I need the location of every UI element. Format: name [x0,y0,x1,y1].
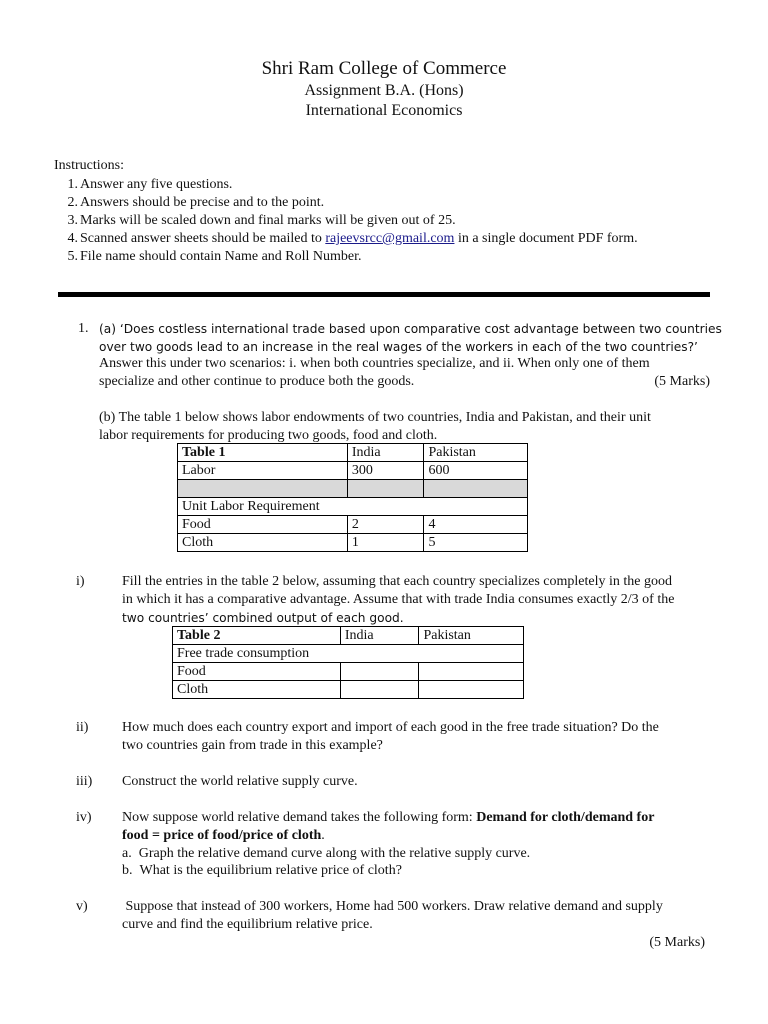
table-title: Table 2 [173,627,341,645]
table-row [178,444,528,462]
table-1 [177,443,528,552]
table-row [178,480,528,498]
table-cell [340,663,419,681]
instructions-list [60,176,700,266]
instruction-number: 2. [67,195,78,210]
subquestion-i-line3: two countries’ combined output of each good. [122,611,404,625]
table-cell [340,681,419,699]
question-1b-line2: labor requirements for producing two goods, food and cloth. [99,428,438,443]
subquestion-ii-line1: How much does each country export and import of each good in the free trade situation? Do the [122,720,659,735]
instruction-text: Marks will be scaled down and final marks will be given out of 25. [80,213,456,228]
question-1a-line3: Answer this under two scenarios: i. when both countries specialize, and ii. When only one of them [99,356,650,371]
table-row [173,627,524,645]
table-cell: 300 [347,462,424,480]
subquestion-i-line1: Fill the entries in the table 2 below, assuming that each country specializes completely in the good [122,574,672,589]
table-cell [347,480,424,498]
table-row [178,498,528,516]
table-row [178,462,528,480]
table-2 [172,626,524,699]
part-text: What is the equilibrium relative price of cloth? [139,863,402,878]
instruction-number: 3. [67,213,78,228]
subquestion-v-line1: Suppose that instead of 300 workers, Home had 500 workers. Draw relative demand and supply [122,899,663,914]
subquestion-iv-formula: Demand for cloth/demand for [476,810,655,825]
instruction-text-post: in a single document PDF form. [454,231,638,246]
table-cell [178,480,348,498]
table-row [178,534,528,552]
subquestion-iv-text: . [321,828,325,843]
marks-label: (5 Marks) [654,374,710,389]
question-number: 1. [78,321,89,336]
email-link[interactable]: rajeevsrcc@gmail.com [325,231,455,246]
subquestion-iv-part-a [122,845,530,863]
subquestion-number: v) [76,899,88,914]
table-cell: 2 [347,516,424,534]
instruction-number: 4. [67,231,78,246]
subquestion-number: iv) [76,810,92,825]
subquestion-iv-line2 [122,827,325,845]
instruction-number: 1. [67,177,78,192]
subquestion-iv-line1 [122,809,654,827]
instruction-text: Answers should be precise and to the point. [80,195,325,210]
instruction-number: 5. [67,249,78,264]
table-header-cell: Pakistan [424,444,528,462]
part-letter: a. [122,846,132,861]
instruction-text [80,230,638,248]
table-header-cell: India [340,627,419,645]
instruction-text: File name should contain Name and Roll Number. [80,249,362,264]
subquestion-iv-formula: food = price of food/price of cloth [122,828,322,843]
subquestion-iv-text: Now suppose world relative demand takes the following form: [122,810,477,825]
table-cell: Food [178,516,348,534]
subquestion-v-line2: curve and find the equilibrium relative price. [122,917,373,932]
subquestion-iii-line1: Construct the world relative supply curve. [122,774,358,789]
question-1b-line1: (b) The table 1 below shows labor endowments of two countries, India and Pakistan, and their unit [99,410,651,425]
table-cell [419,663,524,681]
table-cell: Food [173,663,341,681]
subquestion-number: iii) [76,774,93,789]
table-row [173,663,524,681]
table-row [178,516,528,534]
table-header-cell: India [347,444,424,462]
instructions-heading: Instructions: [54,158,124,173]
subquestion-number: ii) [76,720,89,735]
table-cell [424,480,528,498]
table-cell: Labor [178,462,348,480]
part-letter: b. [122,863,133,878]
table-cell [419,681,524,699]
table-cell: Cloth [173,681,341,699]
table-cell: Free trade consumption [173,645,524,663]
table-cell: 1 [347,534,424,552]
marks-label: (5 Marks) [649,935,705,950]
question-1a-line4: specialize and other continue to produce both the goods. [99,374,415,389]
subquestion-ii-line2: two countries gain from trade in this example? [122,738,383,753]
table-cell: 4 [424,516,528,534]
subject-title: International Economics [305,102,463,119]
table-title: Table 1 [178,444,348,462]
table-row [173,645,524,663]
table-row [173,681,524,699]
table-cell: 5 [424,534,528,552]
part-text: Graph the relative demand curve along with the relative supply curve. [138,846,531,861]
college-name: Shri Ram College of Commerce [261,58,507,79]
question-1a-line2: over two goods lead to an increase in the real wages of the workers in each of the two countries?’ [99,340,698,354]
table-cell: 600 [424,462,528,480]
table-header-cell: Pakistan [419,627,524,645]
subquestion-iv-part-b [122,862,402,880]
table-cell: Unit Labor Requirement [178,498,528,516]
instruction-text-pre: Scanned answer sheets should be mailed to [80,231,326,246]
subquestion-number: i) [76,574,85,589]
assignment-title: Assignment B.A. (Hons) [304,82,464,99]
section-divider [58,292,710,297]
subquestion-i-line2: in which it has a comparative advantage. Assume that with trade India consumes exactly 2/3 of the [122,592,675,607]
question-1a-line1: (a) ‘Does costless international trade based upon comparative cost advantage between two countries [99,322,722,336]
table-cell: Cloth [178,534,348,552]
instruction-text: Answer any five questions. [80,177,233,192]
